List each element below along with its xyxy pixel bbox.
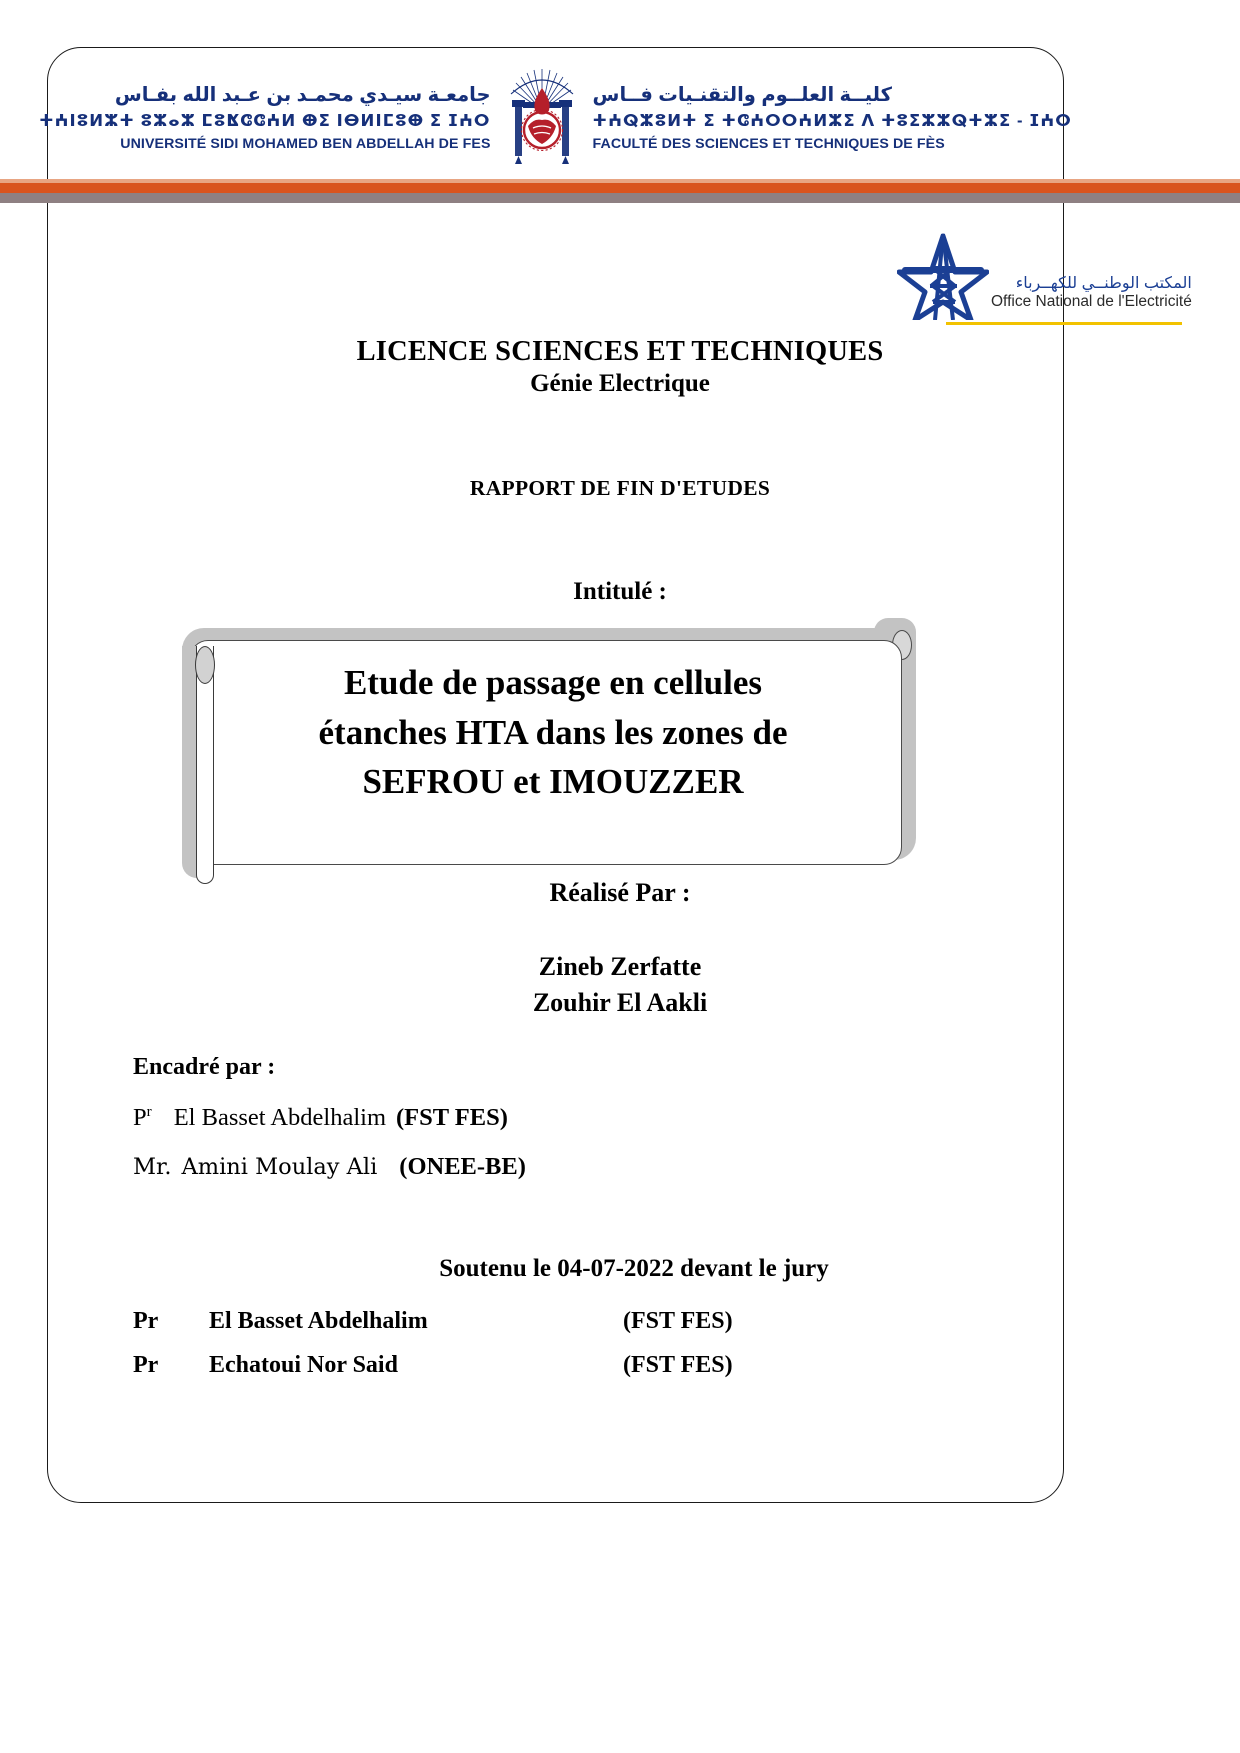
jury-name-2: Echatoui Nor Said [209, 1352, 398, 1378]
electricity-pylon-star-icon [897, 228, 989, 320]
faculty-name-tifinagh: ⵜⵄⵕⵣⵓⵍⵜ ⵉ ⵜⵛⵄⵔⵔⵄⵍⵣⵉ ⴷ ⵜⵓⵉⵣⵣⵕⵜⵣⵉ - ⵊⵄⵔ [592, 111, 1072, 130]
university-name-arabic: جامعـة سيـدي محمـد بن عـبد الله بفـاس [114, 83, 491, 106]
supervisor-affiliation-2: (ONEE-BE) [399, 1153, 526, 1180]
university-identity [39, 82, 498, 154]
author-name-2: Zouhir El Aakli [532, 988, 708, 1017]
supervisor-affiliation-1: (FST FES) [396, 1104, 508, 1132]
title-scroll-banner [168, 628, 916, 890]
supervisor-name-2: Amini Moulay Ali [181, 1154, 378, 1180]
university-header-block [39, 64, 1072, 172]
supervisor-name-1: El Basset Abdelhalim [173, 1104, 387, 1132]
university-name-latin: UNIVERSITÉ SIDI MOHAMED BEN ABDELLAH DE FES [120, 136, 491, 153]
jury-affiliation-2: (FST FES) [623, 1352, 733, 1378]
onee-logo-text [991, 275, 1192, 320]
authors-label: Réalisé Par : [549, 878, 691, 907]
onee-name-arabic: المكتب الوطنــي للكهــرباء [1015, 274, 1192, 292]
supervisor-rank-2: Mr. [133, 1154, 172, 1180]
supervisor-rank-1 [133, 1104, 152, 1131]
jury-affiliation-1: (FST FES) [623, 1308, 733, 1334]
divider-bar-gray [0, 193, 1240, 203]
author-name-1: Zineb Zerfatte [538, 952, 702, 981]
supervisor-rank-1-sup: r [146, 1103, 152, 1120]
divider-bar-orange [0, 183, 1240, 193]
document-title-line-1: Etude de passage en cellules [343, 663, 763, 702]
jury-rank-1: Pr [133, 1308, 159, 1334]
degree-specialty: Génie Electrique [530, 370, 710, 397]
jury-name-1: El Basset Abdelhalim [209, 1308, 428, 1334]
degree-title: LICENCE SCIENCES ET TECHNIQUES [356, 336, 884, 367]
onee-logo-underline [946, 322, 1182, 325]
supervisor-row-1 [133, 1103, 508, 1132]
defense-line: Soutenu le 04-07-2022 devant le jury [439, 1255, 829, 1282]
jury-row-2 [133, 1352, 823, 1379]
title-label: Intitulé : [573, 578, 667, 605]
jury-row-1 [133, 1308, 823, 1335]
university-header [39, 58, 1072, 178]
onee-logo [897, 228, 1192, 320]
onee-name-french: Office National de l'Electricité [991, 293, 1192, 311]
supervisors-label: Encadré par : [133, 1054, 276, 1080]
faculty-identity [585, 82, 1072, 154]
university-crest-icon [503, 64, 581, 172]
faculty-name-latin: FACULTÉ DES SCIENCES ET TECHNIQUES DE FÈS [592, 136, 945, 153]
document-title-line-3: SEFROU et IMOUZZER [362, 762, 744, 802]
document-title-line-2: étanches HTA dans les zones de [318, 712, 788, 752]
supervisor-row-2 [133, 1153, 526, 1181]
document-type: RAPPORT DE FIN D'ETUDES [469, 476, 771, 500]
scroll-curl-left-oval [195, 646, 215, 684]
university-name-tifinagh: ⵜⵄⵏⵓⵍⵣⵜ ⵓⵣⴰⵣ ⵎⵓⴿⵛⵛⵄⵍ ⴲⵉ ⵏⴱⵍⵏⵎⵓⴲ ⵉ ⵊⵄⵔ [39, 111, 491, 130]
jury-rank-2: Pr [133, 1352, 159, 1378]
document-title [238, 658, 868, 807]
supervisor-rank-1-base: P [133, 1104, 147, 1132]
faculty-name-arabic: كليــة العلــوم والتقنـيات فــاس [592, 83, 892, 106]
